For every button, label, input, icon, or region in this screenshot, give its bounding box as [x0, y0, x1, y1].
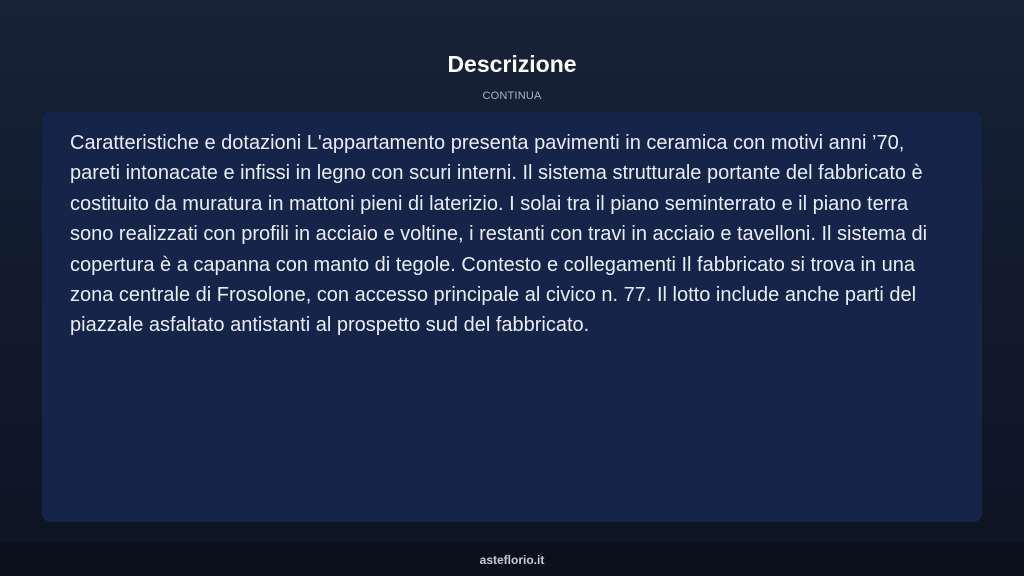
footer-site-label: asteflorio.it: [479, 553, 545, 567]
description-card: [42, 112, 982, 522]
continua-label: CONTINUA: [482, 90, 542, 102]
footer-bar: [0, 543, 1024, 576]
page-title: Descrizione: [447, 51, 577, 77]
description-text: Caratteristiche e dotazioni L'appartamento presenta pavimenti in ceramica con motivi anni ’70, pareti intonacate e infissi in legno con scuri interni. Il sistema strutturale portante del fabbricato è costituito da muratura in mattoni pieni di laterizio. I solai tra il piano seminterrato e il piano terra sono realizzati con profili in acciaio e voltine, i restanti con travi in acciaio e tavelloni. Il sistema di copertura è a capanna con manto di tegole. Contesto e collegamenti Il fabbricato si trova in una zona centrale di Frosolone, con accesso principale al civico n. 77. Il lotto include anche parti del piazzale asfaltato antistanti al prospetto sud del fabbricato.: [70, 132, 928, 337]
